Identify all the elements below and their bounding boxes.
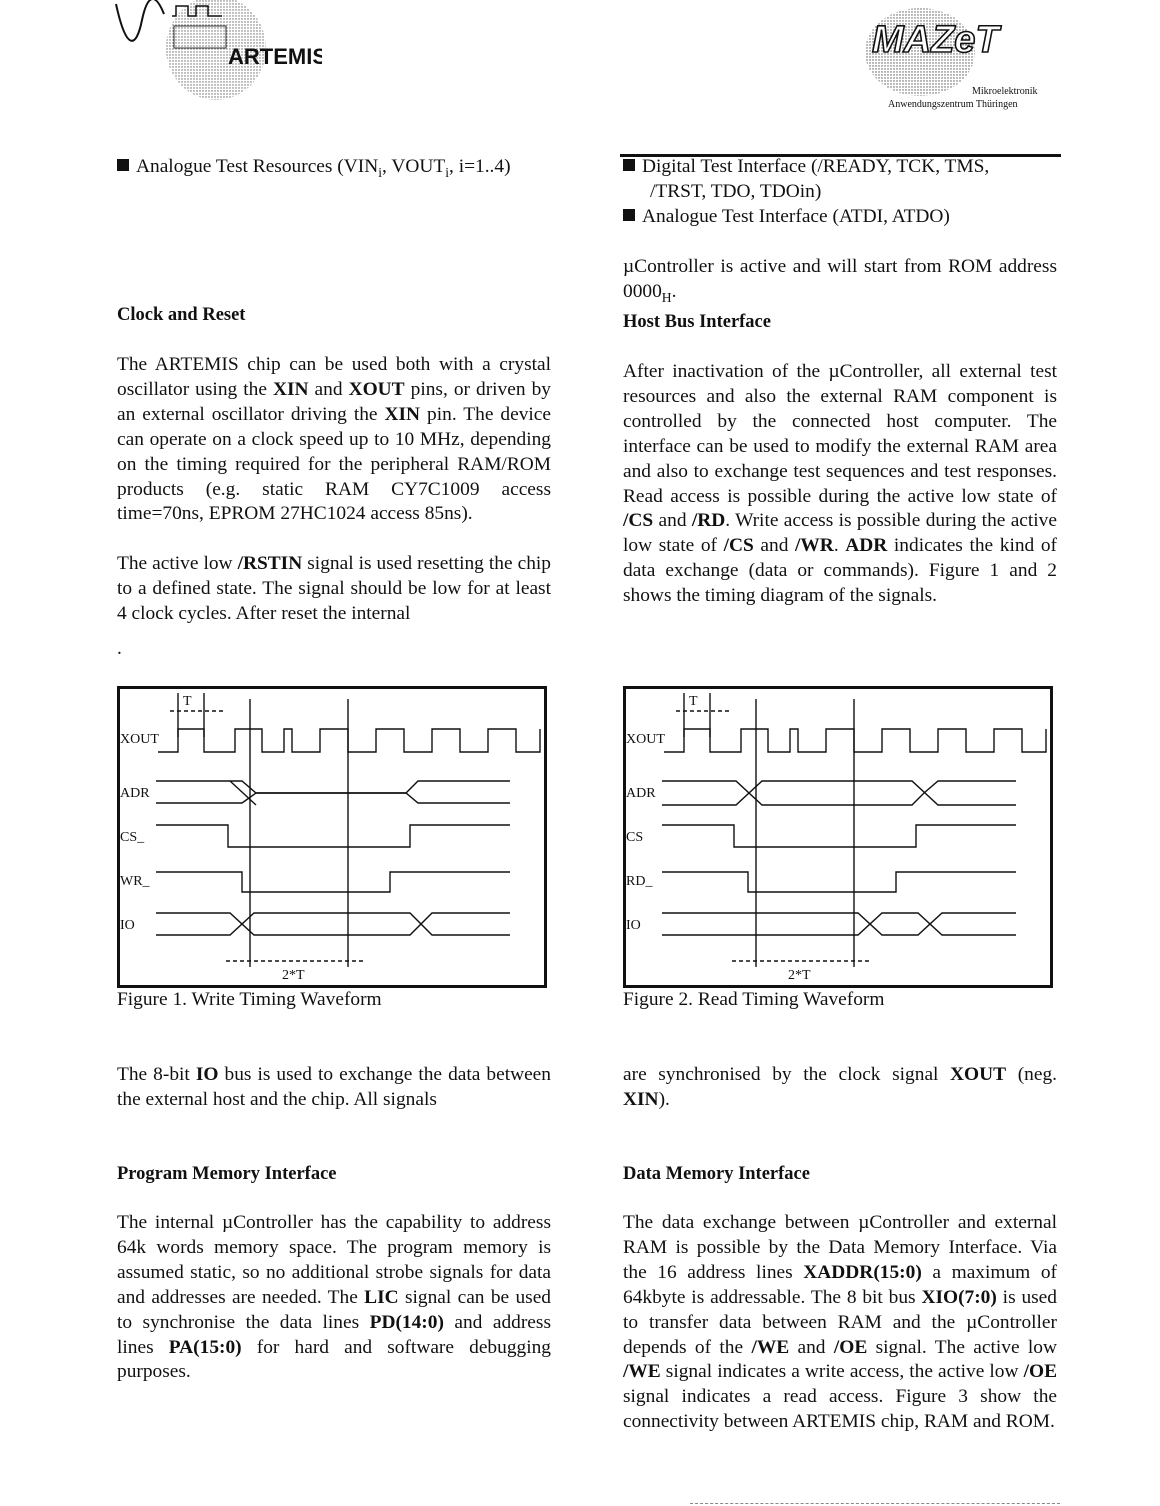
figure-2-read-timing (623, 686, 1053, 988)
fig1-signal-adr: ADR (120, 786, 150, 801)
mazet-logo (860, 8, 1060, 113)
fig1-signal-cs: CS_ (120, 830, 145, 845)
ucontroller-rom-paragraph: µController is active and will start from ROM address $0000_H$. (623, 256, 1057, 305)
clock-reset-heading: Clock and Reset (117, 305, 246, 325)
fig1-signal-wr: WR_ (120, 874, 150, 889)
fig2-io-upper (662, 913, 1016, 935)
clock-paragraph-1 (117, 353, 551, 527)
text-run: and (308, 378, 349, 400)
text-run: The ARTEMIS chip can be used both with a crystal oscillator using the (117, 354, 551, 400)
text-run: . (833, 535, 846, 557)
text-run: indicates the kind of data exchange (data or commands). Figure 1 and 2 shows the timing diagram of the signals. (623, 535, 1057, 607)
text-run: After inactivation of the µController, all external test resources and also the external RAM component is controlled by the connected host computer. The interface can be used to modify the external RAM area and also to exchange test sequences and test responses. Read access is possible during the active low state of (623, 361, 1057, 507)
bold-term: IO (195, 1064, 219, 1085)
fig2-cs-waveform (662, 825, 1016, 847)
artemis-logo-text: ARTEMIS (228, 44, 322, 69)
fig2-signal-rd: RD_ (626, 874, 653, 889)
text-run: are synchronised by the clock signal (623, 1064, 951, 1085)
bold-term: PD(14:0) (369, 1311, 444, 1333)
io-bus-paragraph (117, 1063, 551, 1113)
text-run: . Write access is possible during the active low state of (623, 510, 1057, 557)
bold-term: /RSTIN (237, 553, 303, 574)
text-run: ). (658, 1088, 670, 1110)
mazet-sub2: Anwendungszentrum Thüringen (888, 99, 1018, 110)
text-run: signal is used resetting the chip to a defined state. The signal should be low for at least 4 clock cycles. After reset the internal (117, 553, 551, 624)
stray-dot: . (117, 638, 122, 659)
bold-term: /WR (795, 535, 834, 557)
text-run: is used to transfer data between RAM and the µController depends of the (623, 1286, 1057, 1358)
bold-term: XADDR(15:0) (803, 1261, 922, 1283)
fig2-signal-xout: XOUT (626, 732, 665, 747)
fig2-adr-upper (662, 781, 1016, 805)
fig2-signal-io: IO (626, 918, 641, 933)
bullet-analogue-test-interface: Analogue Test Interface (ATDI, ATDO) (623, 205, 1063, 230)
fig1-wr-waveform (156, 872, 510, 892)
text-run: and (789, 1336, 834, 1358)
text-run: bus is used to exchange the data between the external host and the chip. All signals (117, 1064, 551, 1110)
clock-paragraph-2 (117, 552, 551, 627)
bold-term: XOUT (950, 1064, 1007, 1085)
footer-dashed-rule (690, 1503, 1060, 1504)
fig2-t-label: T (689, 694, 698, 709)
fig1-cs-waveform (156, 825, 510, 847)
text-run: The 8-bit (117, 1064, 196, 1085)
fig1-adr-cross (230, 781, 256, 805)
bold-term: XIO(7:0) (921, 1286, 997, 1308)
figure-1-svg (120, 689, 544, 985)
text-run: signal indicates a read access. Figure 3 show the connectivity between ARTEMIS chip, RAM and ROM. (623, 1386, 1057, 1433)
text-run: signal indicates a write access, the active low (660, 1361, 1024, 1383)
bullet-square-icon (623, 159, 635, 171)
fig1-xout-waveform (158, 729, 540, 752)
host-bus-paragraph (623, 360, 1057, 609)
bold-term: /RD (691, 510, 726, 532)
bullet-analogue-resources: Analogue Test Resources ($VIN_i$, $VOUT_i$, i=1..4) (117, 155, 557, 180)
bold-term: /OE (1023, 1361, 1057, 1383)
bullet-digital-test-interface-cont: /TRST, TDO, TDOin) (650, 181, 822, 202)
bold-term: XIN (384, 403, 421, 425)
fig1-span-label: 2*T (282, 968, 305, 983)
bold-term: /WE (623, 1361, 661, 1383)
bullet-square-icon (117, 159, 129, 171)
bullet-square-icon (623, 209, 635, 221)
text-run: and (753, 535, 796, 557)
mazet-logo-graphic (860, 8, 1060, 113)
bold-term: XIN (623, 1088, 659, 1110)
figure-2-svg (626, 689, 1050, 985)
fig2-rd-waveform (662, 872, 1016, 892)
bold-term: PA(15:0) (168, 1336, 242, 1358)
fig1-signal-xout: XOUT (120, 732, 159, 747)
bold-term: ADR (845, 535, 888, 557)
figure-1-write-timing (117, 686, 547, 988)
bold-term: /OE (833, 1336, 868, 1358)
text-run: pin. The device can operate on a clock speed up to 10 MHz, depending on the timing required for the peripheral RAM/ROM products (e.g. static RAM CY7C1009 access time=70ns, EPROM 27HC1024 access 85ns). (117, 403, 552, 525)
mazet-sub1: Mikroelektronik (972, 86, 1038, 97)
bold-term: XIN (272, 378, 309, 400)
fig1-io-upper (156, 913, 510, 935)
fig1-io-lower (156, 913, 510, 935)
fig2-xout-waveform (664, 729, 1046, 752)
data-memory-heading: Data Memory Interface (623, 1164, 810, 1184)
figure-1-caption: Figure 1. Write Timing Waveform (117, 989, 382, 1010)
text-run: The data exchange between µController and external RAM is possible by the Data Memory Interface. Via the 16 address lines (623, 1212, 1057, 1283)
bold-term: /CS (623, 510, 654, 532)
mazet-logo-text: MAZeT (872, 19, 999, 61)
text-run: signal. The active low (867, 1336, 1057, 1358)
bold-term: LIC (364, 1286, 399, 1308)
text-run: and (653, 510, 692, 532)
data-memory-paragraph (623, 1211, 1057, 1435)
text-run: signal can be used to synchronise the data lines (117, 1286, 551, 1333)
host-bus-heading: Host Bus Interface (623, 312, 771, 332)
artemis-logo-graphic (112, 0, 322, 105)
text-run: and address lines (117, 1311, 551, 1358)
fig2-signal-cs: CS (626, 830, 644, 845)
fig1-signal-io: IO (120, 918, 135, 933)
fig1-adr-upper (156, 781, 510, 793)
fig2-span-label: 2*T (788, 968, 811, 983)
program-memory-paragraph (117, 1211, 551, 1385)
text-run: for hard and software debugging purposes. (117, 1336, 551, 1383)
fig2-signal-adr: ADR (626, 786, 656, 801)
text-run: The active low (117, 553, 238, 574)
text-run: (neg. (1006, 1064, 1057, 1085)
bullet-digital-test-interface: Digital Test Interface (/READY, TCK, TMS, (623, 155, 1063, 180)
fig1-adr-lower (156, 793, 510, 803)
fig2-io-lower (662, 913, 1016, 935)
bold-term: XOUT (348, 378, 405, 400)
fig1-t-label: T (183, 694, 192, 709)
program-memory-heading: Program Memory Interface (117, 1164, 337, 1184)
bold-term: /WE (751, 1336, 790, 1358)
figure-2-caption: Figure 2. Read Timing Waveform (623, 989, 885, 1010)
bold-term: /CS (723, 535, 754, 557)
fig2-adr-lower (662, 781, 1016, 805)
text-run: pins, or driven by an external oscillator driving the (117, 378, 551, 425)
text-run: The internal µController has the capability to address 64k words memory space. The program memory is assumed static, so no additional strobe signals for data and addresses are needed. The (117, 1212, 551, 1308)
synchronised-paragraph (623, 1063, 1057, 1113)
artemis-logo (112, 0, 322, 105)
text-run: a maximum of 64kbyte is addressable. The 8 bit bus (623, 1261, 1057, 1308)
